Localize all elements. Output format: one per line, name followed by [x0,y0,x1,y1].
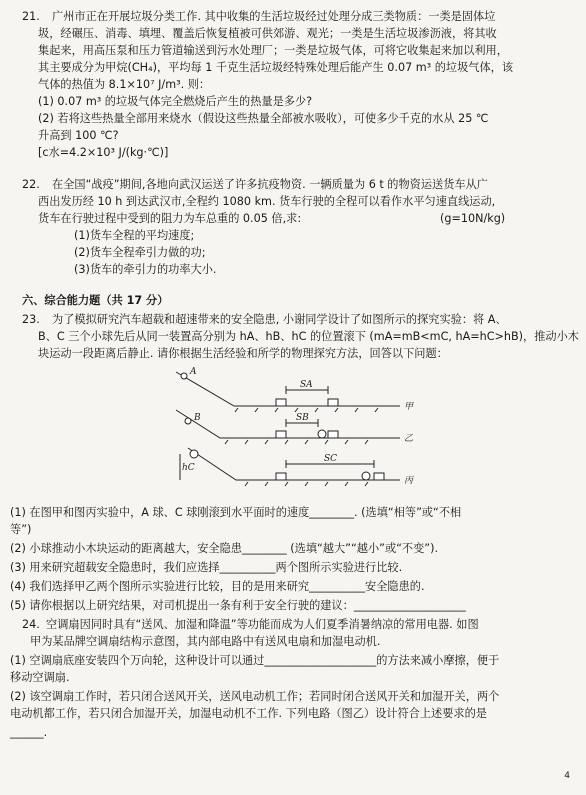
q22-gravity-note: (g=10N/kg) [440,212,506,225]
q23-part-4: (4) 我们选择甲乙两个图所示实验进行比较，目的是用来研究__________安全隐患的. [10,580,425,593]
q23-part-3: (3) 用来研究超载安全隐患时，我们应选择__________两个图所示实验进行比较. [10,561,403,574]
q21-line: 圾，经碾压、消毒、填埋、覆盖后恢复植被可供郊游、观光；一类是生活垃圾渗沥液，将其收 [38,27,497,40]
q21-line: 广州市正在开展垃圾分类工作. 其中收集的生活垃圾经过处理分成三类物质：一类是固体垃 [52,10,496,23]
label-sa: SA [300,380,313,390]
q23-part-5: (5) 请你根据以上研究结果，对司机提出一条有利于安全行驶的建议：____________________ [10,599,466,612]
fig-label-2: 乙 [404,434,414,444]
q21-part-2-cont: 升高到 100 ℃? [38,129,119,142]
block-2-final [328,431,338,438]
ramp-2 [176,410,400,438]
section-title: 六、综合能力题（共 17 分） [22,294,169,307]
q22-line: 货车在行驶过程中受到的阻力为车总重的 0.05 倍,求: [38,212,302,225]
q24-line: 甲为某品牌空调扇结构示意图，其内部电路中有送风电扇和加湿电动机. [30,635,381,648]
q22-part-2: (2)货车全程牵引力做的功; [74,246,206,259]
q24-line: 空调扇因同时具有“送风、加湿和降温”等功能而成为人们夏季消暑纳凉的常用电器. 如图 [46,618,479,631]
block-1 [276,399,286,406]
label-sc: SC [324,454,338,464]
block-3 [276,473,286,480]
ramp-1 [176,372,400,406]
ball-b-final [318,430,326,438]
q21-line: 其主要成分为甲烷(CH₄)，平均每 1 千克生活垃圾经特殊处理后能产生 0.07 m³ 的垃圾气体，该 [38,61,514,74]
label-a: A [190,367,197,377]
label-hc: hC [182,463,195,473]
fig-label-1: 甲 [404,402,414,412]
fig-label-3: 丙 [404,476,414,486]
page-number: 4 [564,771,570,781]
q21-constant: [c水=4.2×10³ J/(kg·℃)] [38,146,169,159]
label-b: B [194,413,201,423]
block-1-final [328,399,338,406]
q24-part-2-cont: 电动机都工作，若只闭合加湿开关，加湿电动机不工作. 下列电路（图乙）设计符合上述要求的是 [10,707,487,720]
q22-number: 22. [22,178,40,191]
q24-number: 24. [22,618,40,631]
q21-line: 集起来，用高压泵和压力管道输送到污水处理厂；一类是垃圾气体，可将它收集起来加以利用， [38,44,508,57]
label-sb: SB [296,413,309,423]
q23-number: 23. [22,313,40,326]
ball-c [190,450,198,458]
q21-part-2: (2) 若将这些热量全部用来烧水（假设这些热量全部被水吸收），可使多少千克的水从 25 ℃ [38,112,489,125]
q22-line: 西出发历经 10 h 到达武汉市,全程约 1080 km. 货车行驶的全程可以看作水平匀速直线运动, [38,195,496,208]
q23-part-1: (1) 在图甲和图丙实验中，A 球、C 球刚滚到水平面时的速度________. (选填“相等”或“不相 [10,506,462,519]
ball-a [181,373,187,379]
q21-line: 气体的热值为 8.1×10⁷ J/m³. 则： [38,78,211,91]
q23-line: B、C 三个小球先后从同一装置高分别为 hA、hB、hC 的位置滚下 (mA=mB<mC, hA=hC>hB)，推动小木 [38,330,579,343]
q22-part-1: (1)货车全程的平均速度; [74,229,195,242]
q23-line: 为了模拟研究汽车超载和超速带来的安全隐患, 小谢同学设计了如图所示的探究实验：将 A、 [52,313,507,326]
q24-part-2-blank: ______. [10,726,48,739]
block-3-final [374,473,384,480]
q23-line: 块运动一段距离后静止. 请你根据生活经验和所学的物理探究方法，回答以下问题： [38,347,448,360]
q21-part-1: (1) 0.07 m³ 的垃圾气体完全燃烧后产生的热量是多少? [38,95,313,108]
ball-b [185,418,191,424]
experiment-figure [168,366,428,496]
q23-part-1-cont: 等”) [10,523,32,536]
q23-part-2: (2) 小球推动小木块运动的距离越大，安全隐患________ (选填“越大”“越小”或“不变”). [10,542,439,555]
q21-number: 21. [22,10,40,23]
ball-c-final [362,472,370,480]
q24-part-1-cont: 移动空调扇. [10,671,70,684]
q24-part-1: (1) 空调扇底座安装四个万向轮，这种设计可以通过____________________的方法来减小摩擦，便于 [10,654,500,667]
block-2 [276,431,286,438]
q22-part-3: (3)货车的牵引力的功率大小. [74,263,217,276]
q22-line: 在全国“战疫”期间,各地向武汉运送了许多抗疫物资. 一辆质量为 6 t 的物资运送货车从广 [52,178,488,191]
q24-part-2: (2) 该空调扇工作时，若只闭合送风开关，送风电动机工作；若同时闭合送风开关和加湿开关，两个 [10,690,500,703]
